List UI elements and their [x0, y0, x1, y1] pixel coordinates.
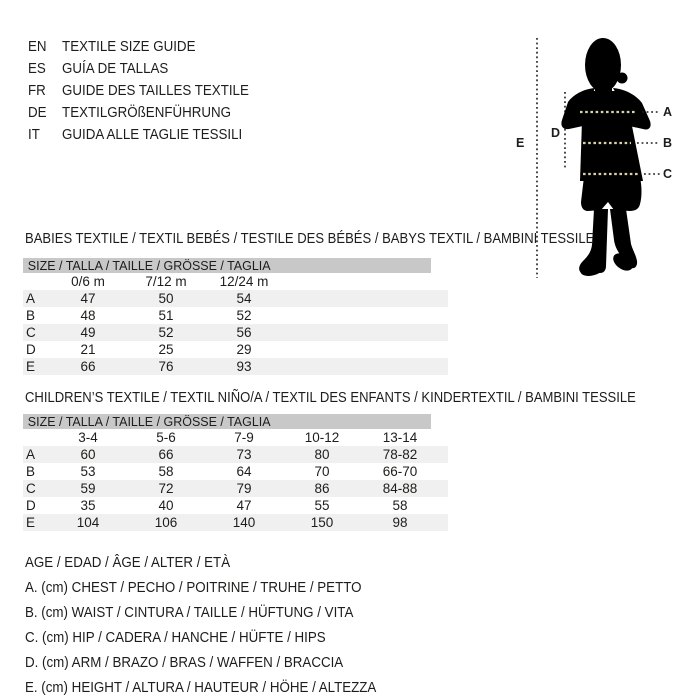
cell-value: 79	[236, 481, 252, 496]
row-label: D	[26, 498, 36, 513]
children-size-table	[23, 414, 448, 531]
table-row	[23, 290, 448, 307]
language-code: FR	[28, 83, 46, 99]
language-code: ES	[28, 61, 46, 77]
cell-value: 60	[80, 447, 96, 462]
table-row	[23, 341, 448, 358]
legend-line: A. (cm) CHEST / PECHO / POITRINE / TRUHE / PETTO	[25, 579, 362, 596]
cell-value: 140	[232, 515, 256, 530]
cell-value: 104	[76, 515, 100, 530]
cell-value: 58	[392, 498, 408, 513]
legend-line: AGE / EDAD / ÂGE / ALTER / ETÀ	[25, 554, 231, 571]
measurement-legend	[25, 550, 407, 700]
label-height-e: E	[516, 136, 525, 150]
cell-value: 98	[392, 515, 408, 530]
cell-value: 66-70	[382, 464, 418, 479]
cell-value: 80	[314, 447, 330, 462]
column-header: 10-12	[304, 430, 340, 445]
babies-section-title: BABIES TEXTILE / TEXTIL BEBÉS / TESTILE DES BÉBÉS / BABYS TEXTIL / BAMBINI TESSILE	[25, 231, 595, 247]
label-arm-d: D	[551, 126, 561, 140]
cell-value: 70	[314, 464, 330, 479]
row-label: B	[26, 308, 36, 323]
cell-value: 51	[158, 308, 174, 323]
cell-value: 47	[236, 498, 252, 513]
row-label: A	[26, 447, 36, 462]
language-title: GUIDE DES TAILLES TEXTILE	[62, 83, 249, 99]
cell-value: 52	[158, 325, 174, 340]
column-header: 0/6 m	[71, 274, 105, 289]
language-title: TEXTILGRÖßENFÜHRUNG	[62, 105, 232, 121]
language-code: IT	[28, 127, 40, 143]
cell-value: 55	[314, 498, 330, 513]
column-header: 12/24 m	[219, 274, 269, 289]
cell-value: 21	[80, 342, 96, 357]
language-row	[28, 124, 249, 146]
column-header: 5-6	[156, 430, 176, 445]
cell-value: 76	[158, 359, 174, 374]
cell-value: 73	[236, 447, 252, 462]
table-row	[23, 446, 448, 463]
language-title: GUÍA DE TALLAS	[62, 61, 169, 77]
cell-value: 49	[80, 325, 96, 340]
cell-value: 106	[154, 515, 178, 530]
legend-line: C. (cm) HIP / CADERA / HANCHE / HÜFTE / HIPS	[25, 629, 326, 646]
cell-value: 25	[158, 342, 174, 357]
children-section-title: CHILDREN’S TEXTILE / TEXTIL NIÑO/A / TEXTIL DES ENFANTS / KINDERTEXTIL / BAMBINI TESSILE	[25, 390, 636, 406]
language-row	[28, 36, 249, 58]
cell-value: 66	[80, 359, 96, 374]
column-header: 7/12 m	[145, 274, 187, 289]
language-title: TEXTILE SIZE GUIDE	[62, 39, 196, 55]
column-header: 3-4	[78, 430, 98, 445]
cell-value: 150	[310, 515, 334, 530]
legend-line: D. (cm) ARM / BRAZO / BRAS / WAFFEN / BRACCIA	[25, 654, 344, 671]
row-label: A	[26, 291, 36, 306]
cell-value: 50	[158, 291, 174, 306]
cell-value: 59	[80, 481, 96, 496]
language-title: GUIDA ALLE TAGLIE TESSILI	[62, 127, 243, 143]
babies-size-table	[23, 258, 448, 375]
cell-value: 64	[236, 464, 252, 479]
label-waist-b: B	[663, 136, 673, 150]
language-code: EN	[28, 39, 47, 55]
row-label: E	[26, 515, 36, 530]
table-row	[23, 480, 448, 497]
row-label: D	[26, 342, 36, 357]
table-row	[23, 358, 448, 375]
cell-value: 93	[236, 359, 252, 374]
column-header-row	[23, 429, 448, 446]
cell-value: 40	[158, 498, 174, 513]
row-label: B	[26, 464, 36, 479]
label-hip-c: C	[663, 167, 673, 181]
table-row	[23, 324, 448, 341]
row-label: C	[26, 481, 36, 496]
cell-value: 66	[158, 447, 174, 462]
cell-value: 56	[236, 325, 252, 340]
cell-value: 58	[158, 464, 174, 479]
cell-value: 52	[236, 308, 252, 323]
column-header: 13-14	[382, 430, 418, 445]
column-header-row	[23, 273, 448, 290]
cell-value: 54	[236, 291, 252, 306]
table-row	[23, 463, 448, 480]
cell-value: 29	[236, 342, 252, 357]
row-label: C	[26, 325, 36, 340]
cell-value: 48	[80, 308, 96, 323]
language-list	[28, 36, 268, 146]
cell-value: 47	[80, 291, 96, 306]
label-chest-a: A	[663, 105, 673, 119]
cell-value: 84-88	[382, 481, 418, 496]
language-row	[28, 58, 249, 80]
legend-line: E. (cm) HEIGHT / ALTURA / HAUTEUR / HÖHE / ALTEZZA	[25, 679, 377, 696]
table-row	[23, 497, 448, 514]
cell-value: 78-82	[382, 447, 418, 462]
cell-value: 72	[158, 481, 174, 496]
language-row	[28, 102, 249, 124]
size-header-bar: SIZE / TALLA / TAILLE / GRÖSSE / TAGLIA	[23, 258, 431, 273]
legend-line: B. (cm) WAIST / CINTURA / TAILLE / HÜFTUNG / VITA	[25, 604, 354, 621]
cell-value: 53	[80, 464, 96, 479]
table-row	[23, 307, 448, 324]
cell-value: 86	[314, 481, 330, 496]
column-header: 7-9	[234, 430, 254, 445]
table-row	[23, 514, 448, 531]
cell-value: 35	[80, 498, 96, 513]
language-row	[28, 80, 249, 102]
language-code: DE	[28, 105, 47, 121]
size-header-bar: SIZE / TALLA / TAILLE / GRÖSSE / TAGLIA	[23, 414, 431, 429]
row-label: E	[26, 359, 36, 374]
